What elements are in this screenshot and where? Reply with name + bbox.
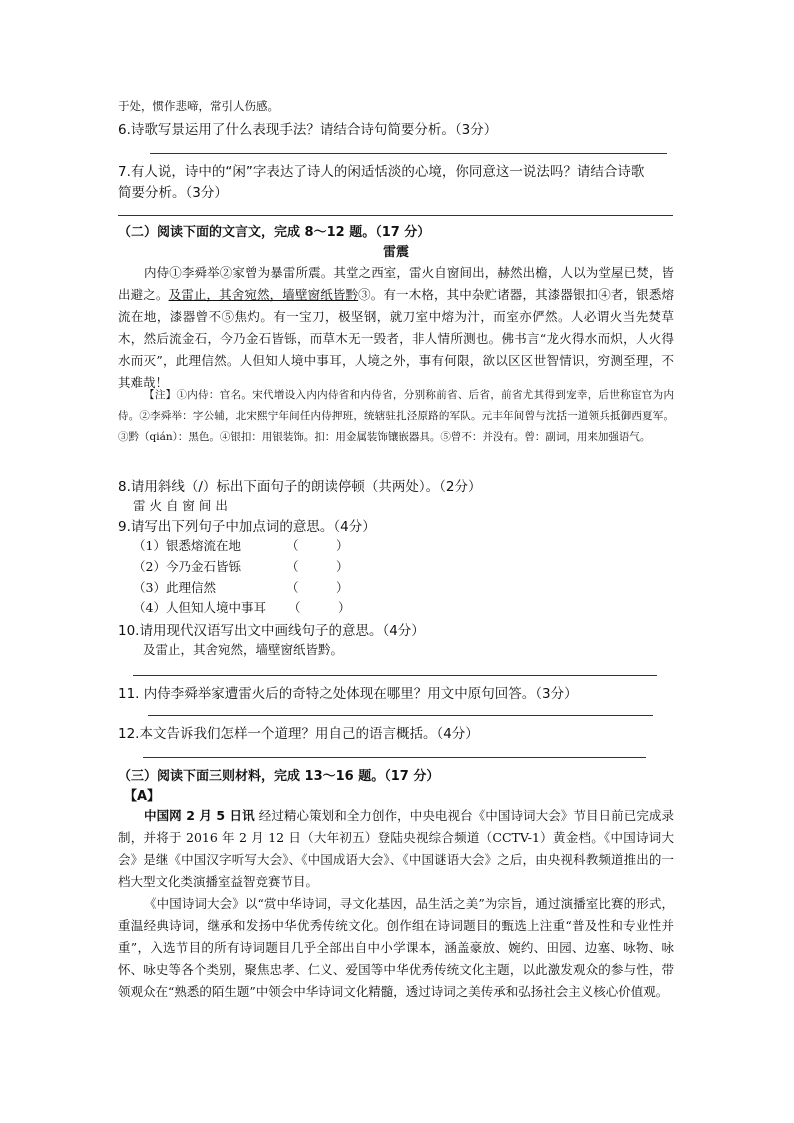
section2-heading: （二）阅读下面的文言文，完成 8～12 题。（17 分） (118, 225, 431, 240)
answer-line-11 (148, 715, 653, 716)
question-7-line1: 7.有人说，诗中的“闲”字表达了诗人的闲适恬淡的心境，你同意这一说法吗？请结合诗歌 (118, 164, 645, 180)
question-6: 6.诗歌写景运用了什么表现手法？请结合诗句简要分析。（3分） (118, 122, 498, 138)
question-9: 9.请写出下列句子中加点词的意思。（4分） (118, 519, 376, 535)
question-11: 11. 内侍李舜举家遭雷火后的奇特之处体现在哪里？用文中原句回答。（3分） (118, 686, 578, 702)
q9-blank-4: （ ） (288, 600, 351, 615)
q9-item-3: （3）此理信然 (133, 580, 216, 595)
q9-blank-1: （ ） (286, 538, 349, 553)
question-10-sentence: 及雷止，其舍宛然，墙壁窗纸皆黔。 (143, 642, 344, 657)
answer-line-6 (150, 153, 667, 154)
question-8: 8.请用斜线（/）标出下面句子的朗读停顿（共两处）。（2分） (118, 479, 482, 495)
section3-heading: （三）阅读下面三则材料，完成 13～16 题。（17 分） (118, 769, 440, 784)
passage-part-1: 内侍①李舜举②家曾为暴雷所震。其堂之西室，雷火自窗间出，赫然出檐，人以为堂屋已焚，皆出避之。 (118, 265, 674, 302)
material-a-paragraph-1 (118, 805, 674, 893)
answer-line-10 (133, 675, 657, 676)
passage-part-2: ③。有一木格，其中杂贮诸器，其漆器银扣④者，银悉熔流在地，漆器曾不⑤焦灼。有一宝刀，极坚钢，就刀室中熔为汁，而室亦俨然。人必谓火当先焚草木，然后流金石，今乃金石皆铄，而草木无一毁者，非人情所测也。佛书言“龙火得水而炽，人火得水而灭”，此理信然。人但知人境中事耳，人境之外，事有何限，欲以区区世智情识，穷测至理，不其难哉！ (118, 287, 674, 390)
passage-title: 雷震 (383, 245, 410, 260)
q9-item-4: （4）人但知人境中事耳 (133, 600, 266, 615)
material-a-paragraph-2: 《中国诗词大会》以“赏中华诗词，寻文化基因，品生活之美”为宗旨，通过演播室比赛的形式，重温经典诗词，继承和发扬中华优秀传统文化。创作组在诗词题目的甄选上注重“普及性和专业性并重”，入选节目的所有诗词题目几乎全部出自中小学课本，涵盖豪放、婉约、田园、边塞、咏物、咏怀、咏史等各个类别，聚焦忠孝、仁义、爱国等中华优秀传统文化主题，以此激发观众的参与性，带领观众在“熟悉的陌生题”中领会中华诗词文化精髓，透过诗词之美传承和弘扬社会主义核心价值观。 (118, 896, 674, 999)
question-12: 12.本文告诉我们怎样一个道理？用自己的语言概括。（4分） (118, 726, 479, 742)
q9-item-2: （2）今乃金石皆铄 (133, 559, 241, 574)
top-fragment: 于处，惯作悲啼，常引人伤感。 (118, 99, 279, 113)
underlined-sentence: 及雷止，其舍宛然，墙壁窗纸皆黔 (168, 287, 359, 302)
q9-item-1: （1）银悉熔流在地 (133, 538, 241, 553)
material-a-text-1: 经过精心策划和全力创作，中央电视台《中国诗词大会》节目日前已完成录制，并将于 2016 年 2 月 12 日（大年初五）登陆央视综合频道（CCTV-1）黄金档。《中国诗词大会》是继《中国汉字听写大会》、《中国成语大会》、《中国谜语大会》之后，由央视科教频道推出的一档大型文化类演播室益智竞赛节目。 (118, 808, 674, 889)
question-8-sentence: 雷 火 自 窗 间 出 (133, 498, 228, 513)
question-10: 10.请用现代汉语写出文中画线句子的意思。（4分） (118, 623, 425, 639)
q9-blank-2: （ ） (286, 559, 349, 574)
material-a-label: 【A】 (124, 789, 161, 804)
news-source: 中国网 2 月 5 日讯 (144, 808, 255, 823)
annotations: 【注】①内侍：官名。宋代增设入内内侍省和内侍省，分别称前省、后省，前省尤其得到宠幸，后世称宦官为内侍。②李舜举：字公辅，北宋熙宁年间任内侍押班，统辖驻扎泾原路的军队。元丰年间曾与沈括一道领兵抵御西夏军。③黔（qián）：黑色。④银扣：用银装饰。扣：用金属装饰镶嵌器具。⑤曾不：并没有。曾：副词，用来加强语气。 (118, 389, 674, 443)
answer-line-12 (143, 757, 646, 758)
question-7-line2: 简要分析。（3分） (118, 185, 228, 201)
passage-body (118, 262, 674, 394)
q9-blank-3: （ ） (286, 580, 349, 595)
answer-line-7 (118, 215, 673, 216)
